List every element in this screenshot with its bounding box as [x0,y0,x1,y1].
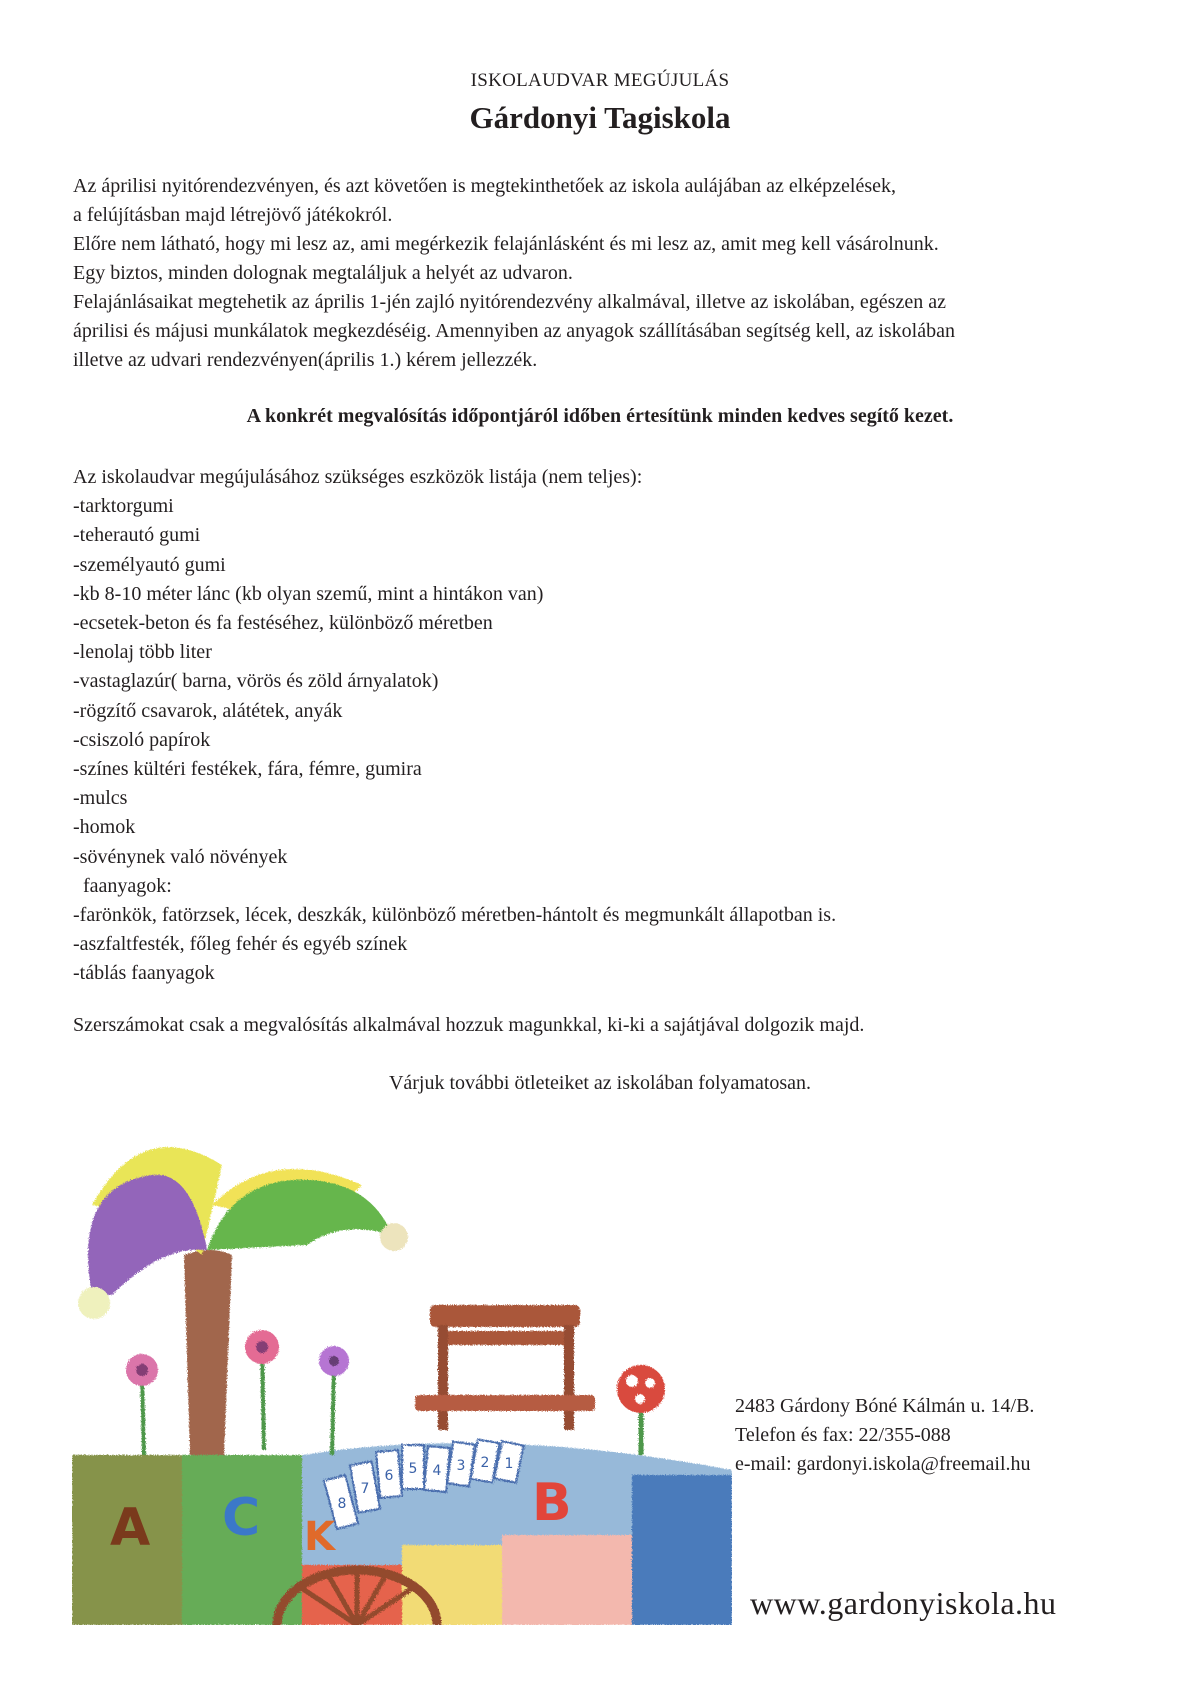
closing-line: Várjuk további ötleteiket az iskolában folyamatosan. [388,1072,812,1094]
ground-letter-k: K [304,1514,335,1560]
list-item: faanyagok: [73,874,172,897]
list-item: -tarktorgumi [73,495,174,518]
ground-letter-b: B [532,1473,572,1533]
list-item: -táblás faanyagok [73,962,215,985]
list-item: -mulcs [73,787,128,810]
list-item: -aszfaltfesték, főleg fehér és egyéb színek [73,933,408,956]
ground-tile-pink [502,1535,632,1625]
intro-paragraph [73,172,1153,375]
hopscotch-number: 7 [360,1481,370,1497]
ladybug [617,1365,665,1455]
contact-email[interactable]: e-mail: gardonyi.iskola@freemail.hu [735,1453,1031,1475]
list-item: -teherautó gumi [73,524,201,547]
ground-letter-a: A [110,1498,151,1558]
list-item: -vastaglazúr( barna, vörös és zöld árnyalatok) [73,670,439,693]
list-item: -farönkök, fatörzsek, lécek, deszkák, különböző méretben-hántolt és megmunkált állapotban is. [73,904,837,927]
contact-block [735,1392,1034,1479]
list-item: -csiszoló papírok [73,728,211,751]
contact-address: 2483 Gárdony Bóné Kálmán u. 14/B. [735,1395,1035,1417]
highlight-notice: A konkrét megvalósítás időpontjáról időben értesítünk minden kedves segítő kezet. [246,405,954,427]
intro-line: Egy biztos, minden dolognak megtaláljuk a helyét az udvaron. [73,262,573,284]
tools-note: Szerszámokat csak a megvalósítás alkalmával hozzuk magunkkal, ki-ki a sajátjával dolgozik majd. [73,1014,865,1036]
hopscotch-number: 2 [480,1455,490,1471]
hopscotch-number: 1 [504,1456,514,1472]
tree-trunk [184,1250,232,1455]
intro-line: Az áprilisi nyitórendezvényen, és azt követően is megtekinthetőek az iskola aulájában az elképzelések, [73,175,896,197]
ground-letter-c: C [222,1488,261,1548]
intro-line: Előre nem látható, hogy mi lesz az, ami megérkezik felajánlásként és mi lesz az, amit meg kell vásárolnunk. [73,233,939,255]
page-kicker: ISKOLAUDVAR MEGÚJULÁS [470,70,730,91]
list-item: -lenolaj több liter [73,641,212,664]
flowers [126,1330,349,1455]
page-title: Gárdonyi Tagiskola [469,100,731,135]
list-item: -sövénynek való növények [73,845,288,868]
list-item: -színes kültéri festékek, fára, fémre, gumira [73,758,422,781]
list-item: -rögzítő csavarok, alátétek, anyák [73,699,343,722]
schoolyard-drawing [72,1125,732,1625]
supply-list-heading: Az iskolaudvar megújulásához szükséges eszközök listája (nem teljes): [73,466,643,488]
intro-line: áprilisi és májusi munkálatok megkezdéséig. Amennyiben az anyagok szállításában segítség kell, az iskolában [73,320,955,342]
hopscotch-number: 6 [384,1468,394,1484]
intro-line: Felajánlásaikat megtehetik az április 1-jén zajló nyitórendezvény alkalmával, illetve az iskolában, egészen az [73,291,946,313]
supply-list [73,463,1153,989]
contact-phone: Telefon és fax: 22/355-088 [735,1424,951,1446]
hopscotch-number: 4 [432,1463,442,1479]
intro-line: a felújításban majd létrejövő játékokról. [73,204,393,226]
list-item: -ecsetek-beton és fa festéséhez, különböző méretben [73,612,493,635]
intro-line: illetve az udvari rendezvényen(április 1.) kérem jellezzék. [73,349,538,371]
bench [415,1305,595,1430]
list-item: -kb 8-10 méter lánc (kb olyan szemű, mint a hintákon van) [73,582,544,605]
list-item: -homok [73,816,136,839]
hopscotch-number: 8 [337,1496,347,1512]
hat-bell-right [380,1223,408,1251]
website-link[interactable]: www.gardonyiskola.hu [750,1585,1057,1621]
hopscotch-number: 5 [408,1461,418,1477]
list-item: -személyautó gumi [73,553,226,576]
hat-bell-left [78,1287,110,1319]
hopscotch-number: 3 [456,1458,466,1474]
ground-tile-blue [632,1475,732,1625]
